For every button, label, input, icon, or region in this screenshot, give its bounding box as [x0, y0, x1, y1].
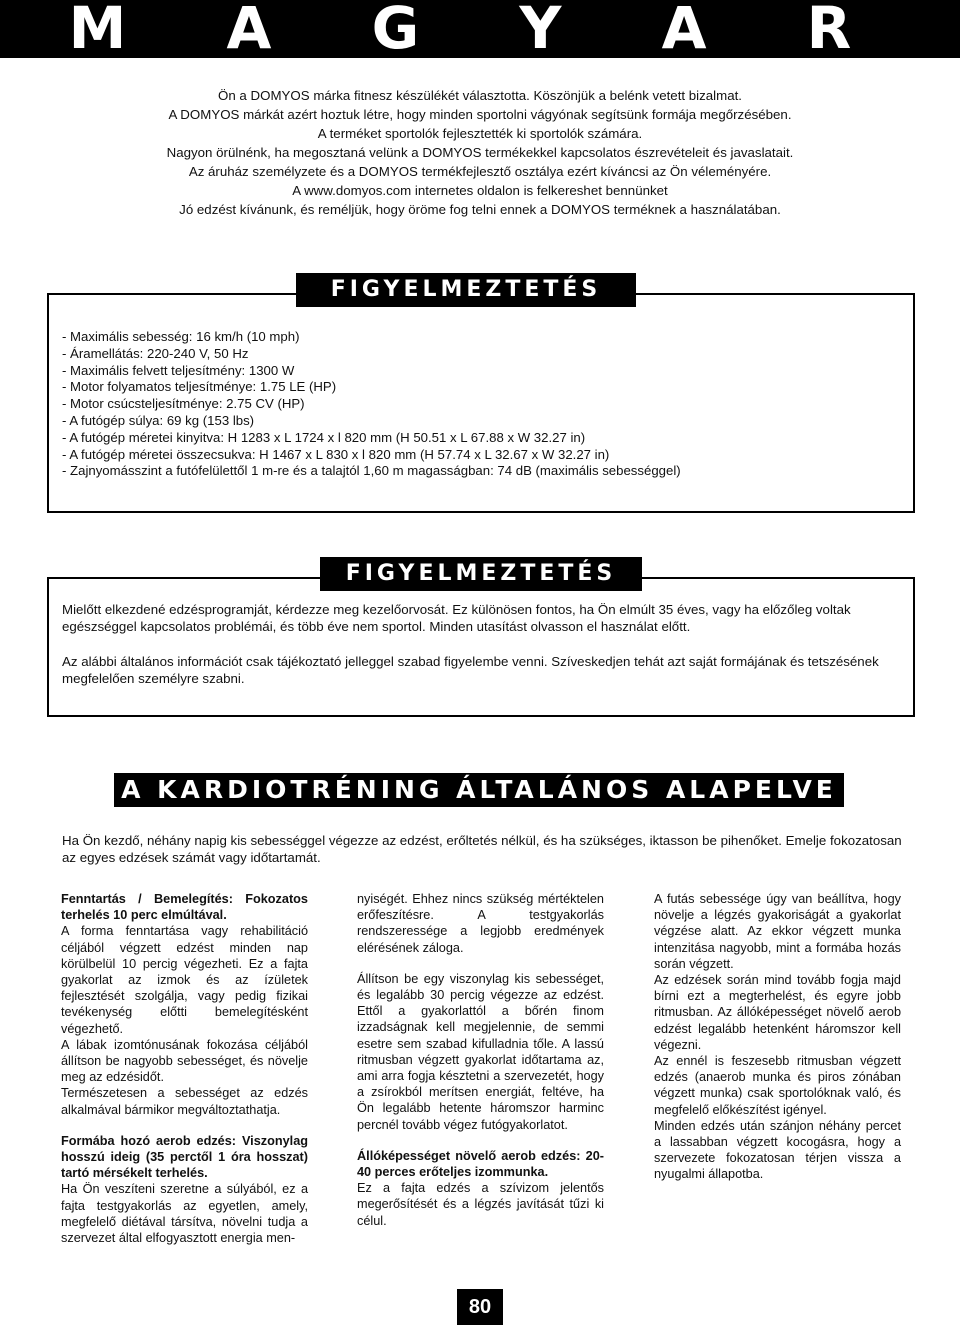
section-heading: Formába hozó aerob edzés: Viszonylag hosszú ideig (35 perctől 1 óra hosszat) tartó mérsékelt terhelés.: [61, 1133, 308, 1181]
column-1: [61, 891, 308, 1246]
paragraph: Az ennél is feszesebb ritmusban végzett edzés (anaerob munka és piros zónában végzett munka) csak sportolóknak való, és megfelelő előkészítést igényel.: [654, 1054, 901, 1117]
intro-text: [30, 86, 930, 219]
spec-item: - A futógép méretei kinyitva: H 1283 x L 1724 x l 820 mm (H 50.51 x L 67.88 x W 32.27 in): [62, 429, 586, 445]
column-3: [654, 891, 901, 1183]
spec-item: - A futógép súlya: 69 kg (153 lbs): [62, 412, 255, 428]
paragraph: Minden edzés után szánjon néhány percet a lassabban végzett kocogásra, hogy a szervezete fokozatosan térjen vissza a nyugalmi állapotba.: [654, 1118, 901, 1182]
language-title: M A G Y A R: [68, 0, 892, 62]
column-2: [357, 891, 604, 1229]
paragraph: nyiségét. Ehhez nincs szükség mértéktelen erőfeszítésre. A testgyakorlás rendszeressége a legjobb eredmények elérésének záloga.: [357, 892, 604, 955]
cardio-section-title: A KARDIOTRÉNING ÁLTALÁNOS ALAPELVE: [114, 773, 844, 807]
spec-list: [62, 329, 681, 480]
warning-text: [62, 601, 902, 705]
spec-item: - Motor csúcsteljesítménye: 2.75 CV (HP): [62, 396, 305, 412]
paragraph: Természetesen a sebességet az edzés alkalmával bármikor megváltoztathatja.: [61, 1086, 308, 1117]
intro-line: A terméket sportolók fejlesztették ki sportolók számára.: [317, 126, 643, 141]
spec-item: - Maximális felvett teljesítmény: 1300 W: [62, 362, 295, 378]
intro-line: Ön a DOMYOS márka fitnesz készülékét választotta. Köszönjük a belénk vetett bizalmat.: [218, 88, 742, 103]
spec-item: - Áramellátás: 220-240 V, 50 Hz: [62, 345, 249, 361]
paragraph: Az edzések során mind tovább fogja majd bírni ezt a megterhelést, és egyre jobb ritmusban. Az állóképességet növelő aerob edzést legalább hetenként háromszor kell végezni.: [654, 973, 901, 1052]
warning-box-title: FIGYELMEZTETÉS: [320, 557, 642, 591]
specs-box-title: FIGYELMEZTETÉS: [296, 273, 636, 307]
paragraph: Állítson be egy viszonylag kis sebességet, és legalább 30 percig végezze az edzést. Ettől a gyakorlattól a bőrén finom izzadságnak kell megjelennie, de semmi esetre sem szabad kifulladnia tőle. A lassú ritmusban végzett gyakorlat időtartama az, ami arra fogja késztetni a szervezetét, hogy a zsírokból merítsen energiát, feltéve, ha Ön legalább hetente háromszor harminc percnél tovább végez futógyakorlatot.: [357, 971, 604, 1132]
spec-item: - Zajnyomásszint a futófelülettől 1 m-re és a talajtól 1,60 m magasságban: 74 dB (maximális sebességgel): [62, 463, 681, 479]
warning-paragraph: Az alábbi általános információt csak tájékoztató jelleggel szabad figyelembe venni. Szíveskedjen tehát azt saját formájának és tetszésének megfelelően személyre szabni.: [62, 654, 879, 686]
section-heading: Fenntartás / Bemelegítés: Fokozatos terhelés 10 perc elmúltával.: [61, 892, 308, 923]
paragraph: Ez a fajta edzés a szívizom jelentős megerősítését és a légzés javítását tűzi ki célul.: [357, 1181, 604, 1228]
section-heading: Állóképességet növelő aerob edzés: 20-40 perces erőteljes izommunka.: [357, 1148, 604, 1180]
spec-item: - A futógép méretei összecsukva: H 1467 x L 830 x l 820 mm (H 57.74 x L 32.67 x W 32.27 in): [62, 446, 610, 462]
intro-line: Nagyon örülnénk, ha megosztaná velünk a DOMYOS termékekkel kapcsolatos észrevételeit és javaslatait.: [166, 145, 794, 160]
intro-line: Az áruház személyzete és a DOMYOS termékfejlesztő osztálya ezért kíváncsi az Ön véleményére.: [188, 164, 772, 179]
spec-item: - Motor folyamatos teljesítménye: 1.75 LE (HP): [62, 379, 337, 395]
warning-paragraph: Mielőtt elkezdené edzésprogramját, kérdezze meg kezelőorvosát. Ez különösen fontos, ha Ön elmúlt 35 éves, vagy ha előzőleg voltak egészséggel kapcsolatos problémái, és több éve nem sportol. Minden utasítást olvasson el használat előtt.: [62, 602, 851, 634]
intro-line: Jó edzést kívánunk, és reméljük, hogy öröme fog telni ennek a DOMYOS terméknek a használatában.: [179, 202, 781, 217]
cardio-intro: Ha Ön kezdő, néhány napig kis sebességgel végezze az edzést, erőltetés nélkül, és ha szükséges, iktasson be pihenőket. Emelje fokozatosan az egyes edzések számát vagy időtartamát.: [62, 833, 902, 865]
paragraph: A forma fenntartása vagy rehabilitáció céljából végzett edzést minden nap körülbelül 10 percig végezheti. Ez a fajta gyakorlat az izmok és az ízületek fejlesztését szolgálja, vagy pedig fizikai tevékenység előtti bemelegítésként végezhető.: [61, 924, 308, 1036]
paragraph: A futás sebessége úgy van beállítva, hogy növelje a légzés gyakoriságát a gyakorlat végzése alatt. Az ekkor végzett munka intenzitása nagyobb, mint a formába hozás során végzett.: [654, 892, 901, 971]
paragraph: Ha Ön veszíteni szeretne a súlyából, ez a fajta testgyakorlás az egyetlen, amely, megfelelő diétával társítva, növelni tudja a szervezet által elfogyasztott energia men-: [61, 1182, 308, 1246]
page-number: 80: [457, 1289, 503, 1325]
intro-line: A www.domyos.com internetes oldalon is felkereshet bennünket: [292, 183, 668, 198]
paragraph: A lábak izomtónusának fokozása céljából állítson be nagyobb sebességet, és növelje meg az edzésidőt.: [61, 1037, 308, 1085]
intro-line: A DOMYOS márkát azért hoztuk létre, hogy minden sportolni vágyónak segítsünk formája megőrzésében.: [168, 107, 792, 122]
spec-item: - Maximális sebesség: 16 km/h (10 mph): [62, 329, 300, 344]
header-banner: [0, 0, 960, 62]
